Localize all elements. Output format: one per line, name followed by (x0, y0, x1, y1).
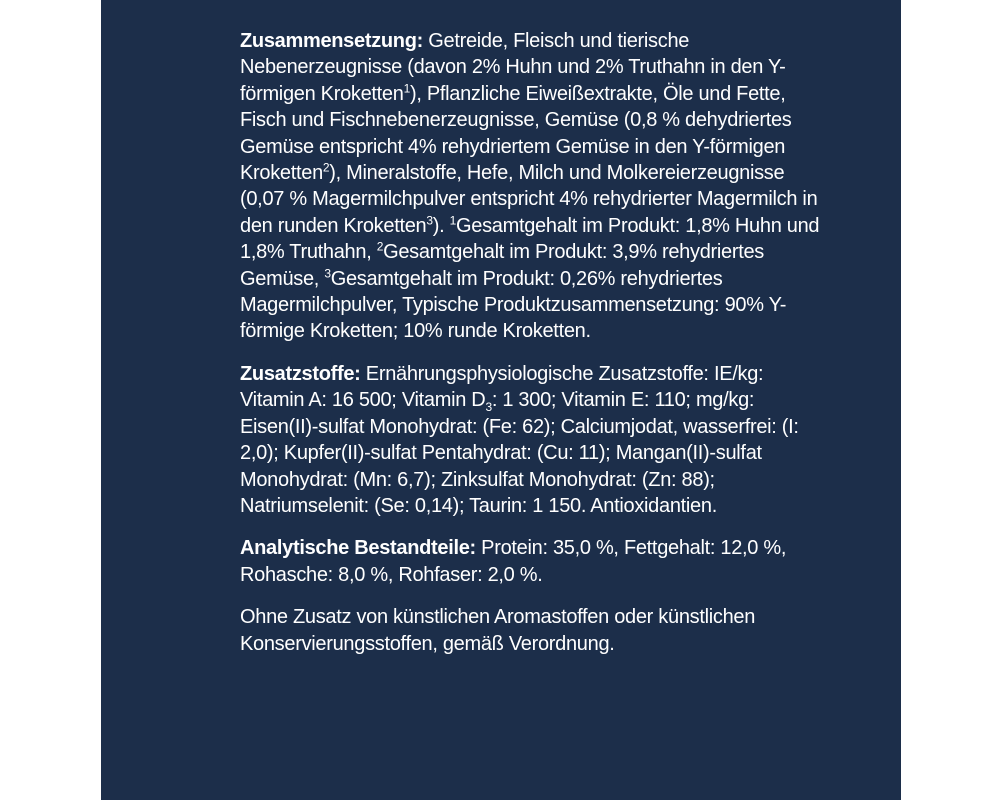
composition-text: Getreide, Fleisch und tierische Nebenerzeugnisse (davon 2% Huhn und 2% Truthahn in den Y-förmigen Kroketten (240, 30, 786, 105)
composition-text: Gesamtgehalt im Produkt: 0,26% rehydriertes Magermilchpulver, Typische Produktzusammensetzung: 90% Y-förmige Kroketten; 10% runde Kroketten. (240, 267, 787, 343)
label-panel (101, 0, 901, 800)
composition-text: ). (432, 214, 450, 237)
composition-section (240, 28, 820, 345)
additives-text: Ernährungsphysiologische Zusatzstoffe: IE/kg: Vitamin A: 16 500; Vitamin D (240, 362, 764, 412)
analytical-label: Analytische Bestandteile: (240, 537, 476, 560)
footnote-marker: 2 (322, 160, 330, 175)
composition-text: Gesamtgehalt im Produkt: 1,8% Huhn und 1,8% Truthahn, (240, 214, 820, 264)
analytical-section (240, 535, 820, 588)
note-section (240, 604, 820, 657)
footnote-marker: 2 (376, 239, 384, 254)
composition-text: ), Pflanzliche Eiweißextrakte, Öle und Fette, Fisch und Fischnebenerzeugnisse, Gemüse (0,8 % dehydriertes Gemüse entspricht 4% rehydriertem Gemüse in den Y-förmigen Kroketten (240, 82, 792, 185)
footnote-marker: 1 (403, 81, 410, 96)
additives-label: Zusatzstoffe: (240, 362, 361, 385)
analytical-text: Protein: 35,0 %, Fettgehalt: 12,0 %, Rohasche: 8,0 %, Rohfaser: 2,0 %. (240, 537, 787, 586)
note-text: Ohne Zusatz von künstlichen Aromastoffen oder künstlichen Konservierungsstoffen, gemäß Verordnung. (240, 606, 756, 655)
composition-label: Zusammensetzung: (240, 30, 424, 52)
footnote-marker: 3 (324, 266, 331, 280)
additives-section (240, 361, 820, 519)
ingredients-text-block (240, 28, 820, 673)
composition-text: Gesamtgehalt im Produkt: 3,9% rehydriertes Gemüse, (240, 241, 764, 290)
additives-text: : 1 300; Vitamin E: 110; mg/kg: Eisen(II)-sulfat Monohydrat: (Fe: 62); Calciumjodat, wasserfrei: (I: 2,0); Kupfer(II)-sulfat Pentahydrat: (Cu: 11); Mangan(II)-sulfat Monohydrat: (Mn: 6,7); Zinksulfat Monohydrat: (Zn: 88); Natriumselenit: (Se: 0,14); Taurin: 1 150. Antioxidantien. (240, 389, 799, 517)
footnote-marker: 1 (449, 213, 456, 228)
subscript-marker: 3 (485, 400, 492, 415)
footnote-marker: 3 (426, 213, 433, 228)
composition-text: ), Mineralstoffe, Hefe, Milch und Molkereierzeugnisse (0,07 % Magermilchpulver entspricht 4% rehydrierter Magermilch in den runden Kroketten (240, 162, 818, 237)
